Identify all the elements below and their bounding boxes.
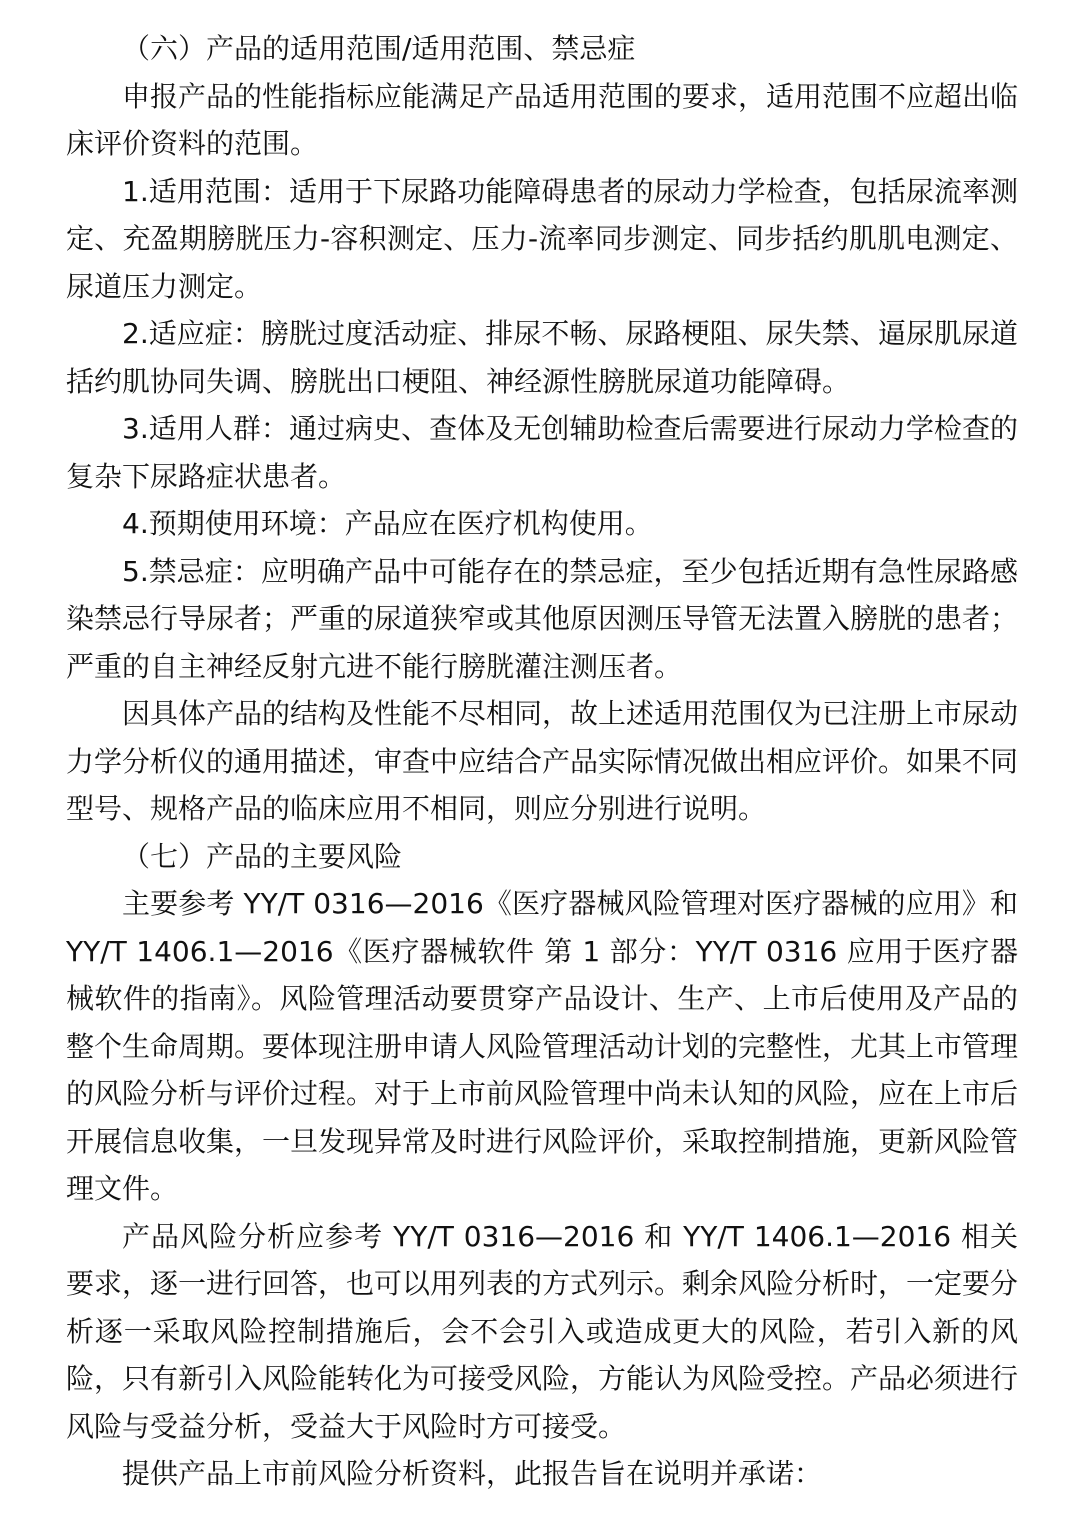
- scope-of-application: 1.适用范围：适用于下尿路功能障碍患者的尿动力学检查，包括尿流率测定、充盈期膀胱压力-容积测定、压力-流率同步测定、同步括约肌肌电测定、尿道压力测定。: [66, 174, 1018, 303]
- section-6-heading: （六）产品的适用范围/适用范围、禁忌症: [122, 32, 636, 65]
- target-population: 3.适用人群：通过病史、查体及无创辅助检查后需要进行尿动力学检查的复杂下尿路症状患者。: [66, 412, 1018, 493]
- section-7-heading: （七）产品的主要风险: [122, 839, 403, 873]
- contraindications: 5.禁忌症：应明确产品中可能存在的禁忌症，至少包括近期有急性尿路感染禁忌行导尿者；严重的尿道狭窄或其他原因测压导管无法置入膀胱的患者；严重的自主神经反射亢进不能行膀胱灌注测压者。: [66, 554, 1019, 683]
- intended-use-environment: 4.预期使用环境：产品应在医疗机构使用。: [122, 507, 653, 540]
- indications: 2.适应症：膀胱过度活动症、排尿不畅、尿路梗阻、尿失禁、逼尿肌尿道括约肌协同失调、膀胱出口梗阻、神经源性膀胱尿道功能障碍。: [66, 317, 1018, 398]
- risk-report-paragraph: 提供产品上市前风险分析资料，此报告旨在说明并承诺：: [122, 1457, 823, 1490]
- risk-analysis-paragraph: 产品风险分析应参考 YY/T 0316—2016 和 YY/T 1406.1—2016 相关要求，逐一进行回答，也可以用列表的方式列示。剩余风险分析时，一定要分析逐一采取风险控制措施后，会不会引入或造成更大的风险，若引入新的风险，只有新引入风险能转化为可接受风险，方能认为风险受控。产品必须进行风险与受益分析，受益大于风险时方可接受。: [66, 1219, 1019, 1443]
- section-6-note: 因具体产品的结构及性能不尽相同，故上述适用范围仅为已注册上市尿动力学分析仪的通用描述，审查中应结合产品实际情况做出相应评价。如果不同型号、规格产品的临床应用不相同，则应分别进行说明。: [66, 697, 1019, 825]
- section-6-intro: 申报产品的性能指标应能满足产品适用范围的要求，适用范围不应超出临床评价资料的范围。: [66, 79, 1019, 160]
- risk-reference-paragraph: 主要参考 YY/T 0316—2016《医疗器械风险管理对医疗器械的应用》和 YY/T 1406.1—2016《医疗器械软件 第 1 部分：YY/T 0316 应用于医疗器械软件的指南》。风险管理活动要贯穿产品设计、生产、上市后使用及产品的整个生命周期。要体现注册申请人风险管理活动计划的完整性，尤其上市管理的风险分析与评价过程。对于上市前风险管理中尚未认知的风险，应在上市后开展信息收集，一旦发现异常及时进行风险评价，采取控制措施，更新风险管理文件。: [66, 887, 1019, 1205]
